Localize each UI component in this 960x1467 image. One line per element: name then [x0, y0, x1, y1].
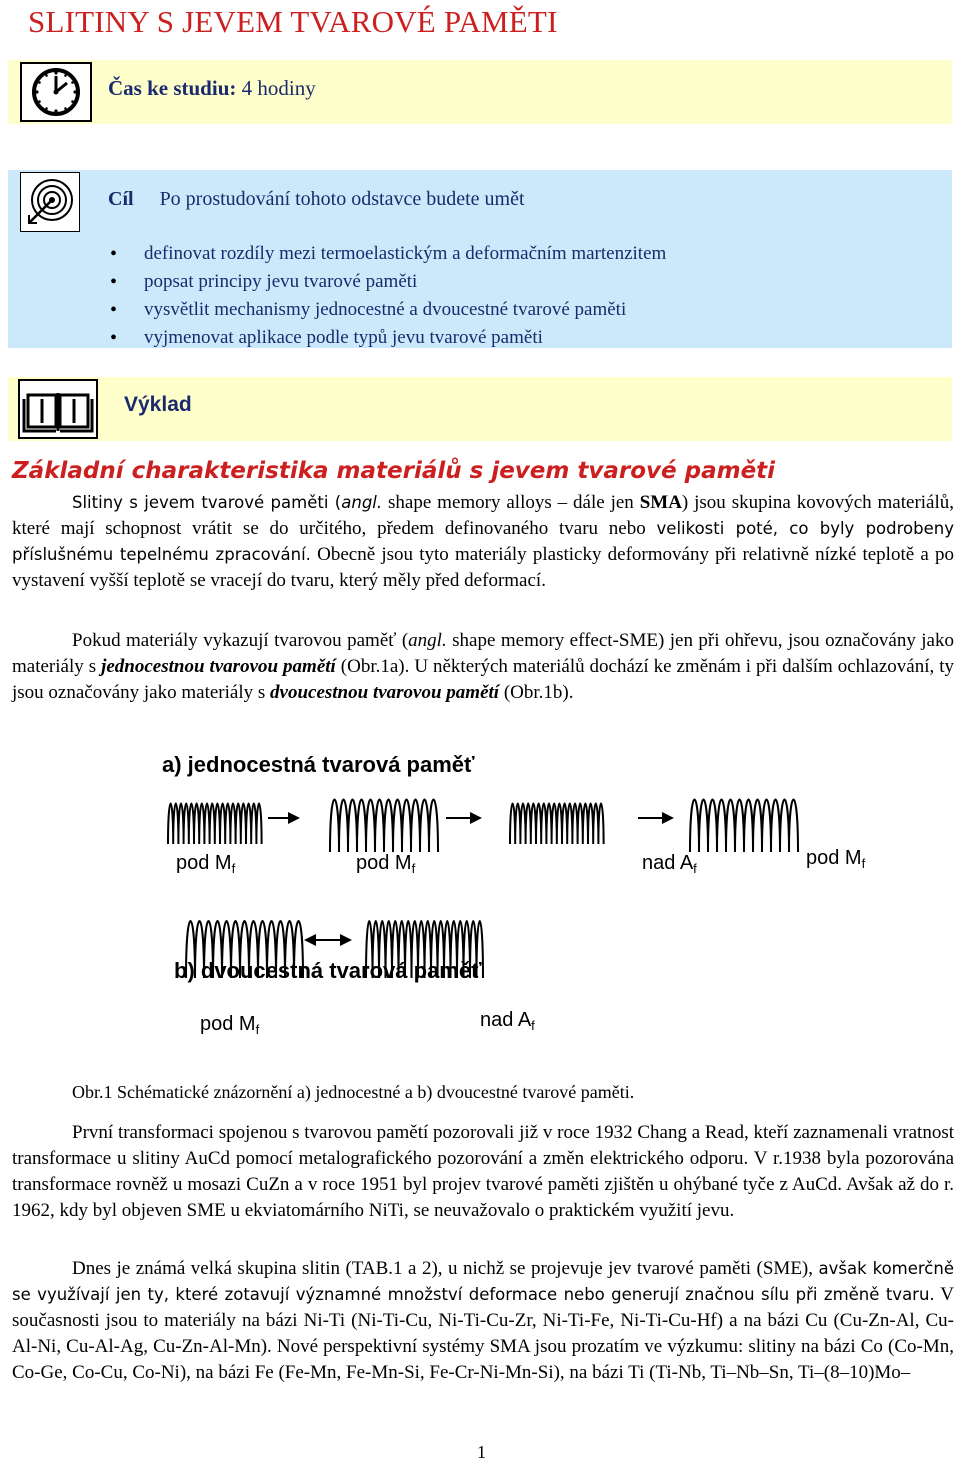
spring-a2	[330, 800, 438, 853]
para2-em1: jednocestnou tvarovou pamětí	[101, 656, 336, 677]
goal-box	[8, 170, 952, 348]
state-a4-label: pod $M_f$	[806, 847, 866, 871]
vyklad-box	[8, 377, 952, 441]
para2-em2: dvoucestnou tvarovou pamětí	[270, 682, 500, 703]
figure-caption: Obr.1 Schématické znázornění a) jednocestné a b) dvoucestné tvarové paměti.	[72, 1082, 635, 1102]
study-time-box	[8, 60, 952, 124]
para1-sma: SMA	[639, 492, 682, 513]
para4-t2: V současnosti jsou to materiály na bázi Ni-Ti (Ni-Ti-Cu, Ni-Ti-Cu-Zr, Ni-Ti-Fe, Ni-Ti-Cu-Hf) a na bázi Cu (Cu-Zn-Al, Cu-Al-Ni, Cu-Al-Ag, Cu-Zn-Al-Mn). Nové perspektivní systémy SMA jsou prozatím ve výzkumu: slitiny na bázi Co (Co-Mn, Co-Ge, Co-Cu, Co-Ni), na bázi Fe (Fe-Mn, Fe-Mn-Si, Fe-Cr-Ni-Mn-Si), na bázi Ti (Ti-Nb, Ti–Nb–Sn, Ti–(8–10)Mo–	[12, 1284, 954, 1383]
paragraph-4	[12, 1256, 954, 1386]
study-time-value: 4 hodiny	[236, 76, 316, 100]
figure-1	[150, 748, 890, 1048]
paragraph-1	[12, 490, 954, 594]
para1-sans-start: Slitiny s jevem tvarové paměti (	[72, 493, 342, 512]
state-a1-label: pod $M_f$	[176, 852, 236, 876]
para2-t1: Pokud materiály vykazují tvarovou paměť (	[72, 630, 409, 651]
goal-heading	[108, 188, 525, 211]
clock-icon	[20, 62, 92, 122]
arrows-a	[268, 812, 674, 824]
page-number: 1	[477, 1442, 486, 1462]
para2-t3: (Obr.1a). U některých materiálů dochází ke změnám i při dalším ochlazování, ty jsou označovány jako materiály s	[12, 656, 954, 703]
goal-item: • vysvětlit mechanismy jednocestné a dvoucestné tvarové paměti	[108, 296, 666, 324]
target-icon	[20, 172, 80, 232]
para1-angl: angl.	[341, 493, 383, 512]
para1-text1: shape memory alloys – dále jen	[382, 492, 640, 513]
paragraph-3: První transformaci spojenou s tvarovou pamětí pozorovali již v roce 1932 Chang a Read, kteří zaznamenali vratnost transformace u slitiny AuCd pomocí metalografického pozorování a změn elektrického odporu. V r.1938 byla pozorována transformace rovněž u mosazi CuZn a v roce 1951 byl projev tvarové paměti zjištěn u ohýbané tyče z AuCd. Avšak až do r. 1962, kdy byl objeven SME u ekviatomárního NiTi, se neuvažovalo o praktickém využití jevu.	[12, 1122, 954, 1221]
state-a2-label: pod $M_f$	[356, 852, 416, 876]
page-title: SLITINY S JEVEM TVAROVÉ PAMĚTI	[28, 4, 558, 39]
para4-t1: Dnes je známá velká skupina slitin (TAB.1 a 2), u nichž se projevuje jev tvarové paměti (SME),	[72, 1258, 819, 1279]
para1-text2: ) jsou skupina kovových materiálů, které mají schopnost vrátit se do určitého, předem definovaného tvaru nebo	[12, 492, 955, 539]
vyklad-label: Výklad	[124, 393, 192, 416]
figure-b-label: b) dvoucestná tvarová paměť	[174, 958, 482, 983]
state-b2-label: nad $A_f$	[480, 1009, 535, 1033]
para2-t4: (Obr.1b).	[499, 682, 574, 703]
goal-list	[108, 240, 666, 352]
goal-label: Cíl	[108, 188, 134, 210]
book-icon	[18, 379, 98, 439]
spring-a4	[690, 800, 798, 853]
study-time-label	[108, 76, 316, 101]
figure-a-shapes	[168, 800, 798, 853]
paragraph-2	[12, 628, 954, 706]
para2-angl: angl.	[408, 630, 447, 651]
para1-sans-mid: velikosti poté, co byly podrobeny příslušnému tepelnému zpracování.	[12, 519, 954, 564]
goal-item: • definovat rozdíly mezi termoelastickým a deformačním martenzitem	[108, 240, 666, 268]
para1-text3: Obecně jsou tyto materiály plasticky deformovány při relativně nízké teplotě a po vystavení vyšší teplotě se vracejí do tvaru, který měly před deformací.	[12, 544, 954, 591]
coil-a3	[510, 804, 604, 845]
state-b1-label: pod $M_f$	[200, 1013, 260, 1037]
study-time-heading: Čas ke studiu:	[108, 76, 237, 100]
para4-sans: avšak komerčně se využívají jen ty, které zotavují významné množství deformace nebo generují značnou sílu při změně tvaru.	[12, 1259, 954, 1304]
goal-intro: Po prostudování tohoto odstavce budete umět	[159, 188, 525, 210]
para2-t2: shape memory effect-SME) jen při ohřevu, jsou označovány jako materiály s	[12, 630, 954, 677]
coil-a1	[168, 804, 262, 845]
figure-a-label: a) jednocestná tvarová paměť	[162, 752, 475, 777]
section-title: Základní charakteristika materiálů s jevem tvarové paměti	[12, 458, 776, 484]
goal-item: • popsat principy jevu tvarové paměti	[108, 268, 666, 296]
arrows-b	[304, 934, 352, 946]
goal-item: • vyjmenovat aplikace podle typů jevu tvarové paměti	[108, 324, 666, 352]
state-a3-label: nad $A_f$	[642, 852, 697, 876]
